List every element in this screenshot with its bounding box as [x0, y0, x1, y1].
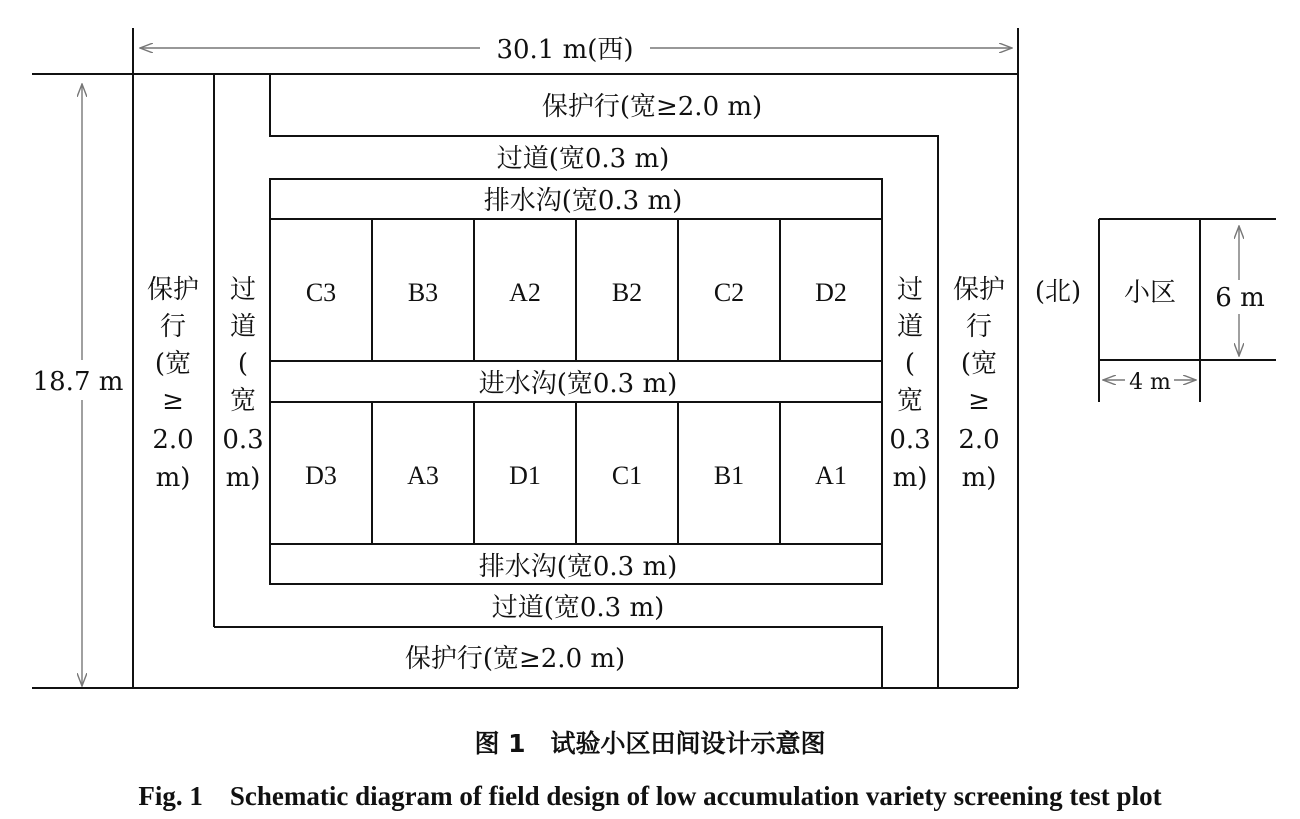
legend-plot-label: 小区 [1123, 278, 1177, 308]
plot-label: B3 [407, 278, 439, 307]
aisle-right-label [889, 275, 930, 493]
north-label: (北) [1034, 277, 1082, 307]
plot-label: D1 [509, 461, 541, 490]
aisle-left-line: 过 [229, 275, 257, 305]
legend-width-label: 4 m [1129, 370, 1171, 395]
aisle-bottom-label: 过道(宽0.3 m) [491, 593, 665, 623]
inlet-channel-label: 进水沟(宽0.3 m) [478, 369, 678, 399]
guard-left-line: ≥ [162, 386, 184, 416]
aisle-left-label [222, 275, 263, 493]
guard-left-line: m) [155, 463, 191, 493]
aisle-right-line: 道 [896, 312, 924, 342]
guard-left-line: 2.0 [152, 425, 194, 455]
plot-label: A2 [509, 278, 541, 307]
aisle-right-line: ( [904, 349, 916, 379]
guard-right-line: 行 [965, 312, 993, 342]
guard-right-line: 2.0 [958, 425, 1000, 455]
plot-label: A1 [815, 461, 847, 490]
plot-label: D2 [815, 278, 847, 307]
aisle-left-line: ( [237, 349, 249, 379]
aisle-left-line: 0.3 [222, 425, 264, 455]
plot-label: C1 [611, 461, 643, 490]
drain-top-label: 排水沟(宽0.3 m) [483, 186, 683, 216]
aisle-left-line: 道 [229, 312, 257, 342]
plot-label: C3 [305, 278, 337, 307]
guard-row-right-label [953, 275, 1005, 493]
aisle-right-line: 过 [896, 275, 924, 305]
guard-row-top-label: 保护行(宽≥2.0 m) [541, 92, 763, 122]
caption-english: Fig. 1 Schematic diagram of field design of low accumulation variety screening test plot [138, 781, 1162, 811]
guard-left-line: 保护 [146, 275, 200, 305]
guard-row-left-label [147, 275, 199, 493]
aisle-top-label: 过道(宽0.3 m) [496, 144, 670, 174]
guard-right-line: (宽 [960, 349, 998, 379]
plot-label: B1 [713, 461, 745, 490]
aisle-right-line: 宽 [896, 386, 924, 416]
legend-height-label: 6 m [1215, 283, 1265, 313]
guard-row-bottom-label: 保护行(宽≥2.0 m) [404, 644, 626, 674]
plot-label: D3 [305, 461, 337, 490]
guard-left-line: 行 [159, 312, 187, 342]
caption-chinese: 图 1 试验小区田间设计示意图 [474, 729, 826, 758]
aisle-left-line: m) [225, 463, 261, 493]
aisle-left-line: 宽 [229, 386, 257, 416]
guard-left-line: (宽 [154, 349, 192, 379]
aisle-right-line: m) [892, 463, 928, 493]
guard-right-line: m) [961, 463, 997, 493]
plot-label: C2 [713, 278, 745, 307]
aisle-right-line: 0.3 [889, 425, 931, 455]
guard-right-line: ≥ [968, 386, 990, 416]
width-dimension-label: 30.1 m(西) [496, 35, 634, 65]
plot-label: B2 [611, 278, 643, 307]
height-dimension-label: 18.7 m [32, 367, 124, 397]
guard-right-line: 保护 [952, 275, 1006, 305]
plot-label: A3 [407, 461, 439, 490]
drain-bottom-label: 排水沟(宽0.3 m) [478, 552, 678, 582]
